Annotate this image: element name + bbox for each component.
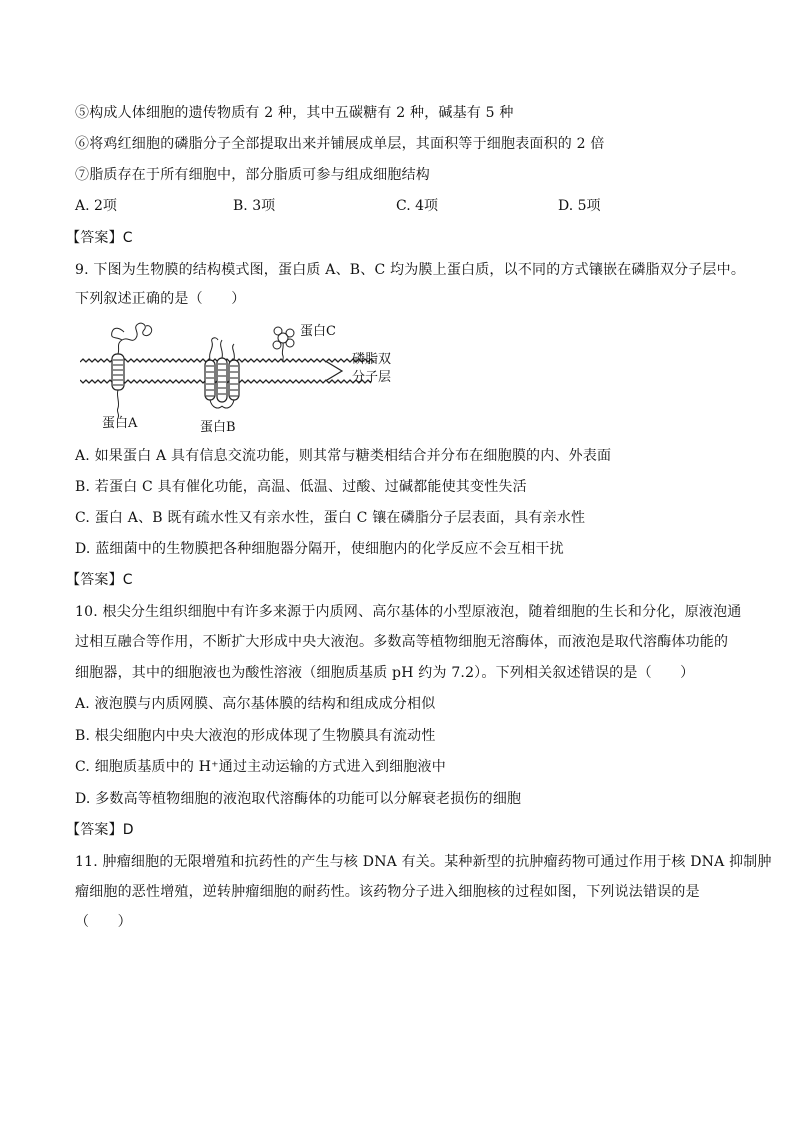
q11-stem-line-1: 11. 肿瘤细胞的无限增殖和抗药性的产生与核 DNA 有关。某种新型的抗肿瘤药物可通过作用于核 DNA 抑制肿	[75, 854, 772, 870]
q11-stem-line-2: 瘤细胞的恶性增殖，逆转肿瘤细胞的耐药性。该药物分子进入细胞核的过程如图，下列说法错误的是	[75, 884, 700, 900]
q9-stem-line-1: 9. 下图为生物膜的结构模式图，蛋白质 A、B、C 均为膜上蛋白质，以不同的方式镶嵌在磷脂双分子层中。	[75, 262, 746, 278]
bilayer-pointer	[327, 362, 342, 380]
q10-answer: 【答案】D	[66, 822, 134, 838]
q10-stem-line-2: 过相互融合等作用，不断扩大形成中央大液泡。多数高等植物细胞无溶酶体，而液泡是取代溶酶体功能的	[75, 634, 729, 650]
protein-b-shape	[205, 338, 239, 408]
label-protein-c: 蛋白C	[300, 324, 336, 339]
statement-7: ⑦脂质存在于所有细胞中，部分脂质可参与组成细胞结构	[75, 167, 430, 183]
label-protein-b: 蛋白B	[200, 420, 236, 435]
q10-option-a: A. 液泡膜与内质网膜、高尔基体膜的结构和组成成分相似	[75, 696, 436, 712]
q9-stem-line-2: 下列叙述正确的是（ ）	[75, 291, 246, 307]
q9-option-c: C. 蛋白 A、B 既有疏水性又有亲水性，蛋白 C 镶在磷脂分子层表面，具有亲水性	[75, 510, 586, 526]
q9-answer: 【答案】C	[66, 572, 133, 588]
q9-option-a: A. 如果蛋白 A 具有信息交流功能，则其常与糖类相结合并分布在细胞膜的内、外表面	[75, 448, 612, 464]
q8-option-d: D. 5项	[558, 198, 601, 214]
q9-option-b: B. 若蛋白 C 具有催化功能，高温、低温、过酸、过碱都能使其变性失活	[75, 479, 527, 495]
q9-option-d: D. 蓝细菌中的生物膜把各种细胞器分隔开，使细胞内的化学反应不会互相干扰	[75, 541, 564, 557]
q10-stem-line-1: 10. 根尖分生组织细胞中有许多来源于内质网、高尔基体的小型原液泡，随着细胞的生长和分化，原液泡通	[75, 604, 742, 620]
protein-a-shape	[112, 323, 152, 418]
label-protein-a: 蛋白A	[102, 416, 138, 431]
q10-option-b: B. 根尖细胞内中央大液泡的形成体现了生物膜具有流动性	[75, 728, 436, 744]
membrane-structure-figure	[80, 318, 410, 436]
protein-c-shape	[273, 327, 294, 362]
statement-6: ⑥将鸡红细胞的磷脂分子全部提取出来并铺展成单层，其面积等于细胞表面积的 2 倍	[75, 136, 605, 152]
q10-stem-line-3: 细胞器，其中的细胞液也为酸性溶液（细胞质基质 pH 约为 7.2）。下列相关叙述错误的是（ ）	[75, 665, 695, 681]
q8-option-b: B. 3项	[233, 198, 276, 214]
q8-option-c: C. 4项	[396, 198, 439, 214]
q8-option-a: A. 2项	[75, 198, 117, 214]
label-bilayer-line-2: 分子层	[352, 370, 392, 385]
statement-5: ⑤构成人体细胞的遗传物质有 2 种，其中五碳糖有 2 种，碱基有 5 种	[75, 105, 514, 121]
q10-option-c: C. 细胞质基质中的 H⁺通过主动运输的方式进入到细胞液中	[75, 759, 446, 775]
q10-option-d: D. 多数高等植物细胞的液泡取代溶酶体的功能可以分解衰老损伤的细胞	[75, 791, 522, 807]
q11-stem-line-3: （ ）	[75, 914, 132, 930]
label-bilayer-line-1: 磷脂双	[352, 352, 392, 367]
q8-answer: 【答案】C	[66, 230, 133, 246]
